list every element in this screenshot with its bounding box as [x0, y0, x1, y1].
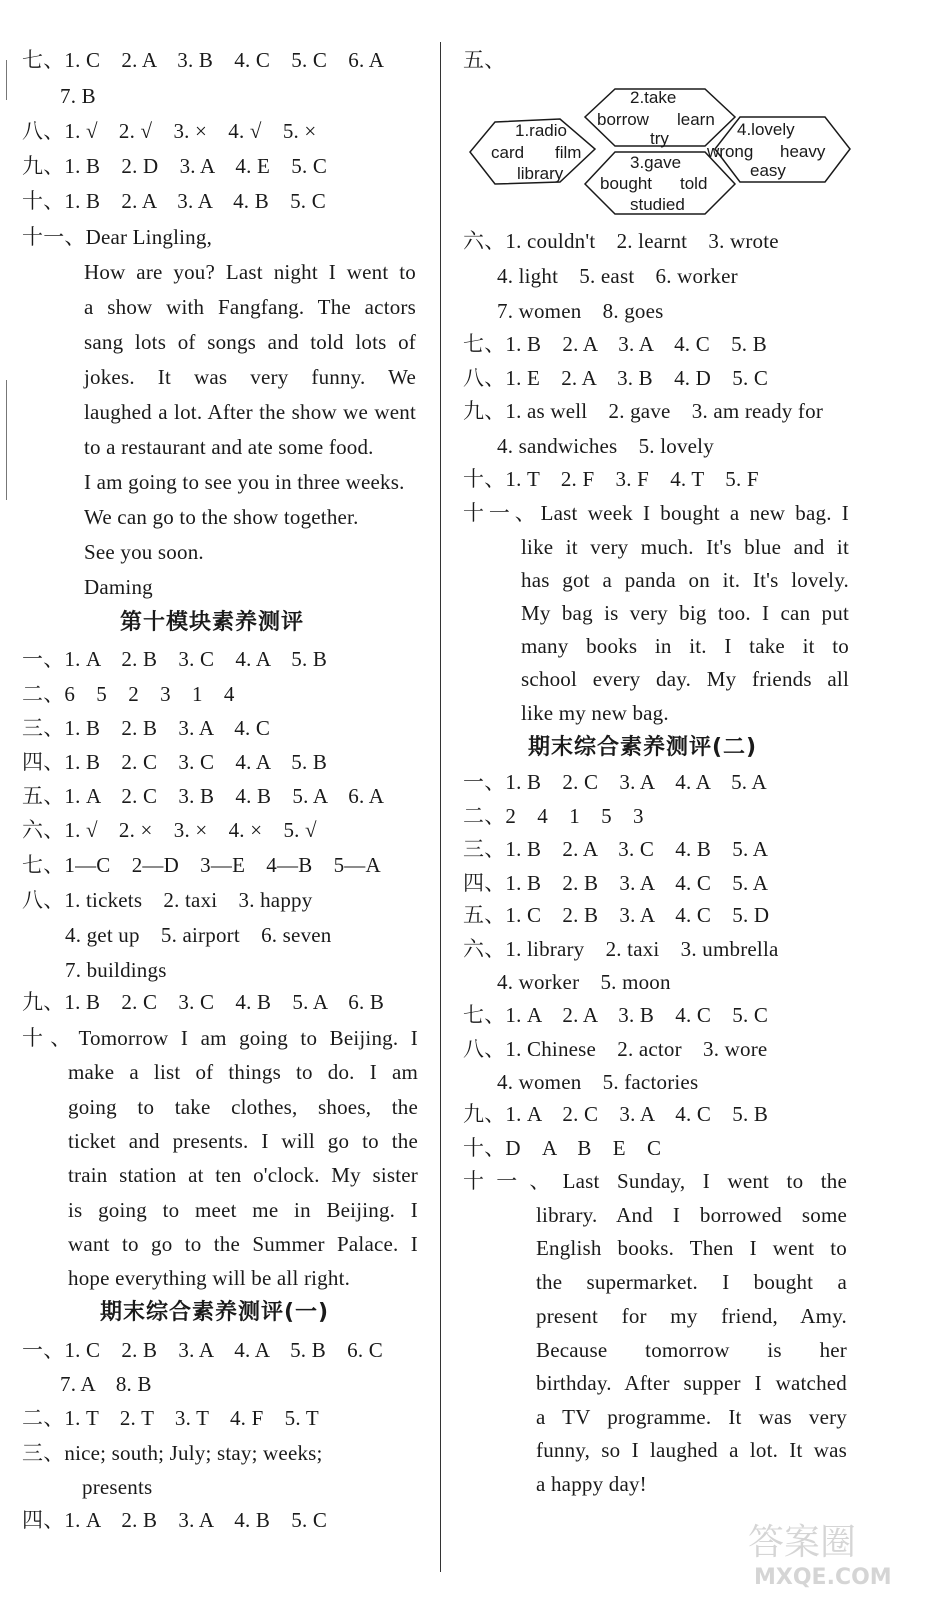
- essay-line: many books in it. I take it to: [521, 634, 849, 658]
- site-watermark: [740, 1512, 930, 1592]
- essay-line: birthday. After supper I watched: [536, 1371, 847, 1395]
- answer-line: 九、1. B 2. C 3. C 4. B 5. A 6. B: [22, 990, 385, 1014]
- answer-line: 五、1. C 2. B 3. A 4. C 5. D: [463, 903, 770, 927]
- essay-line: 十一、Last week I bought a new bag. I: [463, 501, 849, 525]
- letter-line: jokes. It was very funny. We: [84, 365, 416, 389]
- answer-line: 八、1. √ 2. √ 3. × 4. √ 5. ×: [22, 119, 317, 143]
- map-word: 4.lovely: [737, 120, 795, 139]
- essay-line: 十、Tomorrow I am going to Beijing. I: [22, 1026, 418, 1050]
- answer-line: 九、1. B 2. D 3. A 4. E 5. C: [22, 154, 328, 178]
- answer-line: 七、1—C 2—D 3—E 4—B 5—A: [22, 853, 381, 877]
- letter-line: We can go to the show together.: [84, 505, 359, 529]
- essay-line: ticket and presents. I will go to the: [68, 1129, 418, 1153]
- map-word: learn: [677, 110, 715, 129]
- answer-line: 4. light 5. east 6. worker: [497, 264, 738, 288]
- answer-line: 三、1. B 2. A 3. C 4. B 5. A: [463, 837, 769, 861]
- map-word: wrong: [707, 142, 754, 161]
- answer-line: 九、1. as well 2. gave 3. am ready for: [463, 399, 824, 423]
- answer-line: 四、1. A 2. B 3. A 4. B 5. C: [22, 1508, 328, 1532]
- essay-line: present for my friend, Amy.: [536, 1304, 847, 1328]
- answer-line: 7. buildings: [65, 958, 167, 982]
- answer-line: 十、1. B 2. A 3. A 4. B 5. C: [22, 189, 326, 213]
- answer-line: 一、1. A 2. B 3. C 4. A 5. B: [22, 647, 328, 671]
- page-edge-mark: [6, 60, 7, 100]
- answer-line: 4. get up 5. airport 6. seven: [65, 923, 332, 947]
- answer-line: 四、1. B 2. B 3. A 4. C 5. A: [463, 871, 769, 895]
- answer-line: 十一、Dear Lingling,: [22, 225, 213, 249]
- map-word: 3.gave: [630, 153, 682, 172]
- essay-line: My bag is very big too. I can put: [521, 601, 849, 625]
- essay-line: Because tomorrow is her: [536, 1338, 847, 1362]
- section-title: 期末综合素养测评(一): [100, 1300, 330, 1325]
- letter-line: a show with Fangfang. The actors: [84, 295, 416, 319]
- essay-line: make a list of things to do. I am: [68, 1060, 418, 1084]
- answer-line: 七、1. C 2. A 3. B 4. C 5. C 6. A: [22, 48, 385, 72]
- map-word: studied: [630, 195, 685, 214]
- letter-line: I am going to see you in three weeks.: [84, 470, 405, 494]
- letter-signature: Daming: [84, 575, 153, 599]
- map-word: bought: [600, 174, 652, 193]
- answer-line: 六、1. √ 2. × 3. × 4. × 5. √: [22, 818, 317, 842]
- watermark-url: MXQE.COM: [754, 1565, 892, 1590]
- answer-line: 一、1. B 2. C 3. A 4. A 5. A: [463, 770, 767, 794]
- page-edge-mark: [6, 380, 7, 500]
- answer-line: 7. women 8. goes: [497, 299, 664, 323]
- essay-line: train station at ten o'clock. My sister: [68, 1163, 418, 1187]
- essay-line: library. And I borrowed some: [536, 1203, 847, 1227]
- section-title: 第十模块素养测评: [120, 610, 305, 635]
- essay-line: is going to meet me in Beijing. I: [68, 1198, 418, 1222]
- answer-line: 六、1. library 2. taxi 3. umbrella: [463, 937, 779, 961]
- essay-line: want to go to the Summer Palace. I: [68, 1232, 418, 1256]
- answer-line: 二、1. T 2. T 3. T 4. F 5. T: [22, 1406, 319, 1430]
- letter-line: to a restaurant and ate some food.: [84, 435, 374, 459]
- answer-line: 二、6 5 2 3 1 4: [22, 682, 235, 706]
- answer-line: 八、1. Chinese 2. actor 3. wore: [463, 1037, 768, 1061]
- answer-line: 七、1. A 2. A 3. B 4. C 5. C: [463, 1003, 769, 1027]
- essay-line: English books. Then I went to: [536, 1236, 847, 1260]
- section-title: 期末综合素养测评(二): [528, 735, 758, 760]
- map-word: card: [491, 143, 525, 162]
- essay-line: hope everything will be all right.: [68, 1266, 351, 1290]
- letter-line: See you soon.: [84, 540, 204, 564]
- essay-line: 十一、Last Sunday, I went to the: [463, 1169, 847, 1193]
- answer-line: 十、1. T 2. F 3. F 4. T 5. F: [463, 467, 759, 491]
- essay-line: school every day. My friends all: [521, 667, 849, 691]
- answer-line: 4. worker 5. moon: [497, 970, 671, 994]
- map-word: library: [517, 164, 564, 183]
- answer-line: 三、1. B 2. B 3. A 4. C: [22, 716, 271, 740]
- answer-line: 八、1. tickets 2. taxi 3. happy: [22, 888, 313, 912]
- map-word: borrow: [597, 110, 649, 129]
- answer-line: 4. women 5. factories: [497, 1070, 699, 1094]
- map-word: heavy: [780, 142, 826, 161]
- letter-line: How are you? Last night I went to: [84, 260, 416, 284]
- essay-line: the supermarket. I bought a: [536, 1270, 847, 1294]
- essay-line: a happy day!: [536, 1472, 647, 1496]
- letter-line: sang lots of songs and told lots of: [84, 330, 416, 354]
- essay-line: funny, so I laughed a lot. It was: [536, 1438, 847, 1462]
- map-word: 2.take: [630, 88, 677, 107]
- word-category-diagram: [465, 84, 865, 219]
- essay-line: going to take clothes, shoes, the: [68, 1095, 418, 1119]
- answer-line: 7. A 8. B: [60, 1372, 152, 1396]
- answer-line: 三、nice; south; July; stay; weeks;: [22, 1441, 323, 1465]
- map-word: film: [555, 143, 582, 162]
- answer-line: 7. B: [60, 84, 96, 108]
- answer-line: 四、1. B 2. C 3. C 4. A 5. B: [22, 750, 328, 774]
- map-word: 1.radio: [515, 121, 567, 140]
- answer-line: 二、2 4 1 5 3: [463, 804, 644, 828]
- map-word: easy: [750, 161, 786, 180]
- answer-line: 五、: [463, 48, 506, 72]
- answer-line: 十、D A B E C: [463, 1136, 662, 1160]
- answer-line: 4. sandwiches 5. lovely: [497, 434, 714, 458]
- answer-line: 五、1. A 2. C 3. B 4. B 5. A 6. A: [22, 784, 385, 808]
- answer-line: presents: [82, 1475, 153, 1499]
- essay-line: like my new bag.: [521, 701, 669, 725]
- answer-line: 七、1. B 2. A 3. A 4. C 5. B: [463, 332, 767, 356]
- essay-line: a TV programme. It was very: [536, 1405, 847, 1429]
- answer-line: 九、1. A 2. C 3. A 4. C 5. B: [463, 1102, 769, 1126]
- answer-line: 一、1. C 2. B 3. A 4. A 5. B 6. C: [22, 1338, 383, 1362]
- essay-line: like it very much. It's blue and it: [521, 535, 849, 559]
- answer-line: 八、1. E 2. A 3. B 4. D 5. C: [463, 366, 769, 390]
- map-word: told: [680, 174, 708, 193]
- answer-line: 六、1. couldn't 2. learnt 3. wrote: [463, 229, 779, 253]
- watermark-logo-text: 答案圈: [748, 1522, 857, 1563]
- letter-line: laughed a lot. After the show we went: [84, 400, 416, 424]
- essay-line: has got a panda on it. It's lovely.: [521, 568, 849, 592]
- column-divider: [440, 42, 441, 1572]
- map-word: try: [650, 129, 669, 148]
